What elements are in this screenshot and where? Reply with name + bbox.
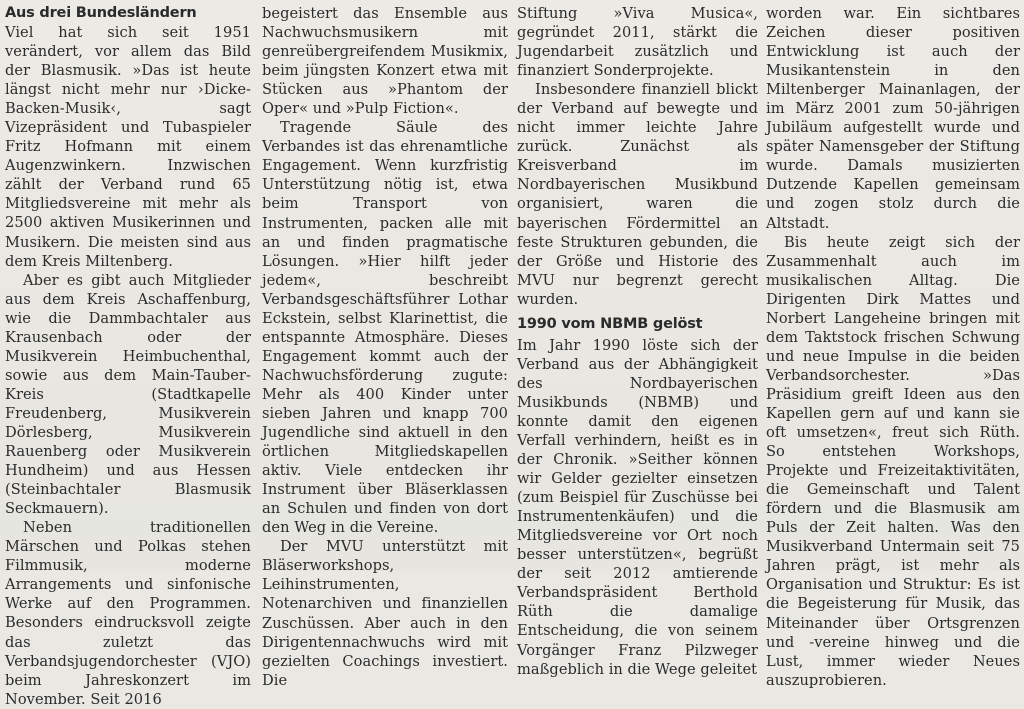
paragraph: Tragende Säule des Verbandes ist das ehrenamtliche Engagement. Wenn kurzfristig Unterstützung nötig ist, etwa beim Transport von Instrumenten, packen alle mit an und finden pragmatische Lösungen. »Hier hilft jeder jedem«, beschreibt Verbandsgeschäftsführer Lothar Eckstein, selbst Klarinettist, die entspannte Atmosphäre. Dieses Engagement kommt auch der Nachwuchsförderung zugute: Mehr als 400 Kinder unter sieben Jahren und knapp 700 Jugendliche sind aktuell in den örtlichen Mitgliedskapellen aktiv. Viele entdecken ihr Instrument über Bläserklassen an Schulen und finden von dort den Weg in die Vereine.: [262, 119, 508, 537]
paragraph: Aber es gibt auch Mitglieder aus dem Kreis Aschaffenburg, wie die Dammbachtaler aus Krausenbach oder der Musikverein Heimbuchenthal, sowie aus dem Main-Tauber-Kreis (Stadtkapelle Freudenberg, Musikverein Dörlesberg, Musikverein Rauenberg oder Musikverein Hundheim) und aus Hessen (Steinbachtaler Blasmusik Seckmauern).: [5, 271, 251, 518]
section-subheadline: 1990 vom NBMB gelöst: [517, 315, 703, 332]
section-headline: Aus drei Bundesländern: [5, 5, 197, 21]
article-column-3: [517, 4, 758, 679]
paragraph: Bis heute zeigt sich der Zusammenhalt auch im musikalischen Alltag. Die Dirigenten Dirk Mattes und Norbert Langeheine bringen mit dem Taktstock frischen Schwung und neue Impulse in die beiden Verbandsorchester. »Das Präsidium greift Ideen aus den Kapellen gern auf und kann sie oft umsetzen«, freut sich Rüth. So entstehen Workshops, Projekte und Freizeitaktivitäten, die Gemeinschaft und Talent fördern und die Blasmusik am Puls der Zeit halten. Was den Musikverband Untermain seit 75 Jahren prägt, ist mehr als Organisation und Struktur: Es ist die Begeisterung für Musik, das Miteinander über Ortsgrenzen und -vereine hinweg und die Lust, immer wieder Neues auszuprobieren.: [766, 233, 1020, 689]
paragraph: Stiftung »Viva Musica«, gegründet 2011, stärkt die Jugendarbeit zusätzlich und finanziert Sonderprojekte.: [517, 5, 758, 80]
paragraph: Insbesondere finanziell blickt der Verband auf bewegte und nicht immer leichte Jahre zurück. Zunächst als Kreisverband im Nordbayerischen Musikbund organisiert, waren die bayerischen Fördermittel an feste Strukturen gebunden, die der Größe und Historie des MVU nur begrenzt gerecht wurden.: [517, 81, 758, 308]
paragraph: Neben traditionellen Märschen und Polkas stehen Filmmusik, moderne Arrangements und sinfonische Werke auf den Programmen. Besonders eindrucksvoll zeigte das zuletzt das Verbandsjugendorchester (VJO) beim Jahreskonzert im November. Seit 2016: [5, 519, 251, 708]
article-column-2: [262, 4, 508, 690]
paragraph: worden war. Ein sichtbares Zeichen dieser positiven Entwicklung ist auch der Musikantenstein in den Miltenberger Mainanlagen, der im März 2001 zum 50-jährigen Jubiläum aufgestellt wurde und später Namensgeber der Stiftung wurde. Damals musizierten Dutzende Kapellen gemeinsam und zogen stolz durch die Altstadt.: [766, 5, 1020, 232]
paragraph: begeistert das Ensemble aus Nachwuchsmusikern mit genreübergreifendem Musikmix, beim jüngsten Konzert etwa mit Stücken aus »Phantom der Oper« und »Pulp Fiction«.: [262, 5, 508, 118]
article-column-4: [766, 4, 1020, 690]
paragraph: Der MVU unterstützt mit Bläserworkshops, Leihinstrumenten, Notenarchiven und finanziellen Zuschüssen. Aber auch in den Dirigentennachwuchs wird mit gezielten Coachings investiert. Die: [262, 538, 508, 689]
paragraph: Viel hat sich seit 1951 verändert, vor allem das Bild der Blasmusik. »Das ist heute längst nicht mehr nur ›Dicke-Backen-Musik‹, sagt Vizepräsident und Tubaspieler Fritz Hofmann mit einem Augenzwinkern. Inzwischen zählt der Verband rund 65 Mitgliedsvereine mit mehr als 2500 aktiven Musikerinnen und Musikern. Die meisten sind aus dem Kreis Miltenberg.: [5, 24, 251, 270]
paragraph: Im Jahr 1990 löste sich der Verband aus der Abhängigkeit des Nordbayerischen Musikbunds (NBMB) und konnte damit den eigenen Verfall verhindern, heißt es in der Chronik. »Seither können wir Gelder gezielter einsetzen (zum Beispiel für Zuschüsse bei Instrumentenkäufen) und die Mitgliedsvereine vor Ort noch besser unterstützen«, begrüßt der seit 2012 amtierende Verbandspräsident Berthold Rüth die damalige Entscheidung, die von seinem Vorgänger Franz Pilzweger maßgeblich in die Wege geleitet: [517, 336, 758, 678]
article-column-1: [5, 4, 251, 709]
